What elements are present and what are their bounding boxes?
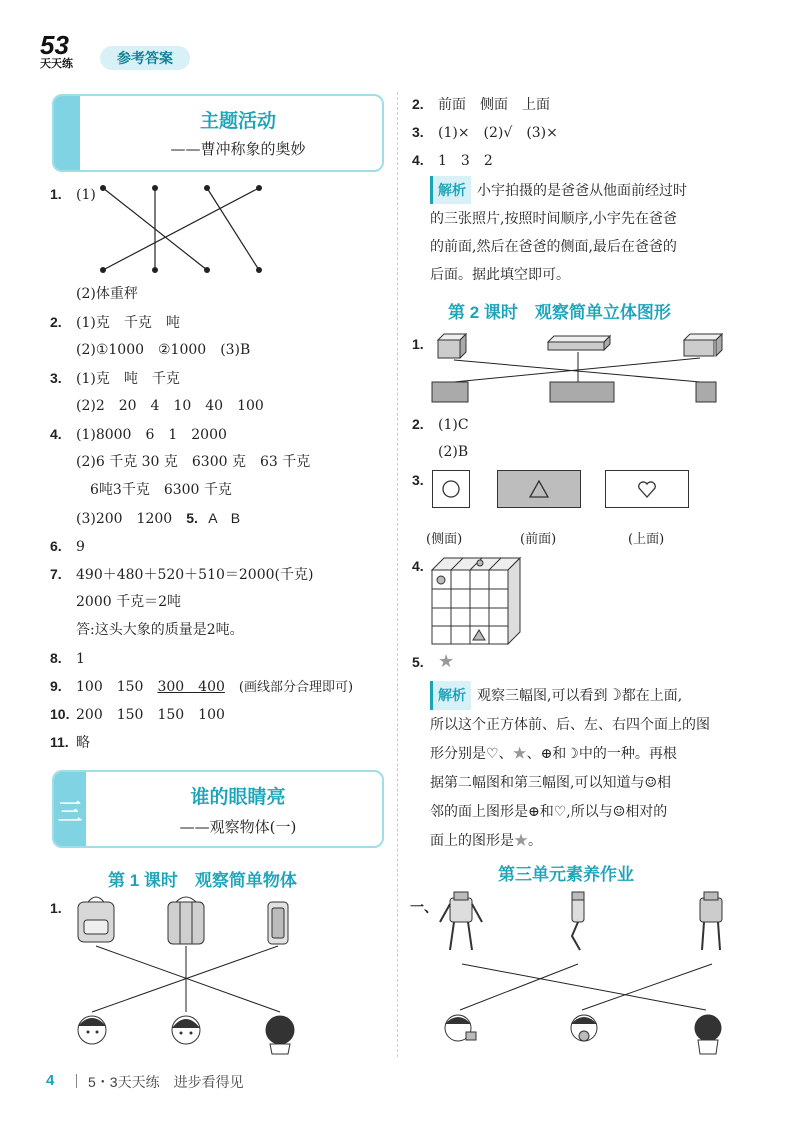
backpack-front-icon [78,897,114,942]
topic-title-2: 谁的眼睛亮 [190,787,286,808]
left-answer-4-3: (3)200 1200 5. A B [76,510,241,527]
left-answer-1-2: (2)体重秤 [76,286,138,302]
right-q3-lesson2: 3. [412,472,424,488]
right-answer-2-lesson2: 2. (1)C [412,416,469,433]
analysis-tag-2: 解析 [430,681,471,710]
right-q1-lesson2: 1. [412,336,424,352]
topic-subtitle-1: ——曹冲称象的奥妙 [170,140,306,158]
star-icon-inline-2: ★ [514,833,528,849]
brand-logo [40,32,98,72]
view-label-side: (侧面) [426,532,463,547]
right-answer-2b-lesson2: (2)B [438,444,469,460]
star-icon-inline: ★ [512,746,527,762]
topic-title-1: 主题活动 [199,111,276,132]
topic-box-2 [52,770,384,848]
left-q1-lesson1: 1. [50,900,62,916]
analysis-block-1: 解析 小宇拍摄的是爸爸从他面前经过时 的三张照片,按照时间顺序,小宇先在爸爸 的前面,然后在爸爸的侧面,最后在爸爸的 后面。据此填空即可。 [430,176,770,289]
answer-badge: 参考答案 [100,46,190,70]
front-view-box [497,470,581,508]
lesson-2-title: 第 2 课时 观察简单立体图形 [448,303,671,322]
left-answer-7-3: 答:这头大象的质量是2吨。 [76,622,244,638]
left-answer-3: 3. (1)克 吨 千克 [50,370,180,387]
child-back-icon [266,1016,294,1054]
flat-board-icon [548,336,610,350]
left-answer-9: 9. 100 150 300 400 (画线部分合理即可) [50,678,354,695]
robot-matching-diagram [436,890,736,1060]
backpack-side-icon [168,897,204,944]
robot-front-icon [440,892,482,950]
footer-text: 5・3天天练 进步看得见 [88,1074,244,1090]
left-answer-2-2: (2)①1000 ②1000 (3)B [76,342,251,358]
analysis-block-2: 解析 观察三幅图,可以看到☽都在上面, 所以这个正方体前、后、左、右四个面上的图 形分别是♡、★、⊕和☽中的一种。再根 据第二幅图和第三幅图,可以知道与☺相 邻的面上图形是⊕和♡,所以与☺相对的 面上的图形是★。 [430,680,775,856]
circle-icon [441,479,461,499]
left-answer-4: 4. (1)8000 6 1 2000 [50,426,227,443]
left-answer-4-2: (2)6 千克 30 克 6300 克 63 千克 [76,454,311,470]
view-rect-small [696,382,716,402]
triangle-icon [528,479,550,499]
heart-icon-inline-2: ♡ [553,804,567,820]
logo-subtext: 天天练 [40,58,73,70]
cube-stack-diagram [430,556,522,646]
heart-icon-inline: ♡ [486,746,499,762]
photographer-child-1-icon [445,1015,476,1041]
lesson-1-title: 第 1 课时 观察简单物体 [108,871,297,890]
logo-number: 53 [40,30,69,60]
left-answer-2: 2. (1)克 千克 吨 [50,314,180,331]
left-answer-7: 7. 490＋480＋520＋510＝2000(千克) [50,566,314,583]
crossed-circle-icon-2: ⊕ [528,804,540,820]
matching-diagram-1 [95,180,275,280]
star-icon: ★ [438,651,455,672]
right-q4-lesson2: 4. [412,558,424,574]
page-number: 4 [46,1072,55,1089]
left-answer-4-2b: 6吨3千克 6300 千克 [76,482,232,498]
topic-tab-2: 三 [54,772,86,846]
underlined-values: 300 400 [157,679,225,695]
topic-subtitle-2: ——观察物体(一) [179,818,297,836]
topic-tab-1 [54,96,80,170]
right-q5-lesson2: 5. ★ [412,651,455,672]
photographer-child-3-icon [695,1015,721,1054]
left-answer-1: 1. (1) [50,186,96,203]
photographer-child-2-icon [571,1015,597,1041]
side-view-box [432,470,470,508]
left-answer-6: 6. 9 [50,538,85,555]
moon-icon: ☽ [607,685,622,704]
child-front-icon [172,1016,200,1044]
view-label-front: (前面) [520,532,557,547]
child-side-icon [78,1016,106,1044]
left-answer-11: 11. 略 [50,734,90,751]
right-answer-3: 3. (1)× (2)√ (3)× [412,124,558,141]
view-rect-large [550,382,614,402]
view-label-top: (上面) [628,532,665,547]
left-answer-8: 8. 1 [50,650,85,667]
robot-side-icon [572,892,584,950]
unit-q1: 一、 [410,900,438,916]
robot-back-icon [700,892,722,950]
crescent-icon: ☽ [566,746,579,762]
column-divider [397,92,398,1057]
smiley-icon-2: ☺ [612,804,626,820]
backpack-back-icon [268,902,288,944]
box-icon [684,334,722,356]
footer-divider [76,1074,77,1088]
topic-box-1 [52,94,384,172]
right-answer-2: 2. 前面 侧面 上面 [412,96,550,113]
heart-icon [636,479,658,499]
left-answer-3-2: (2)2 20 4 10 40 100 [76,398,264,414]
smiley-icon: ☺ [644,775,658,791]
right-answer-4: 4. 1 3 2 [412,152,493,169]
crossed-circle-icon: ⊕ [540,746,553,762]
left-answer-10: 10. 200 150 150 100 [50,706,225,723]
analysis-tag-1: 解析 [430,176,471,204]
left-answer-7-2: 2000 千克＝2吨 [76,594,181,610]
cube-icon [438,334,466,358]
view-rect-wide [432,382,468,402]
top-view-box [605,470,689,508]
backpack-matching-diagram [70,892,310,1062]
unit-title: 第三单元素养作业 [498,865,634,884]
solids-matching-diagram [430,332,730,408]
